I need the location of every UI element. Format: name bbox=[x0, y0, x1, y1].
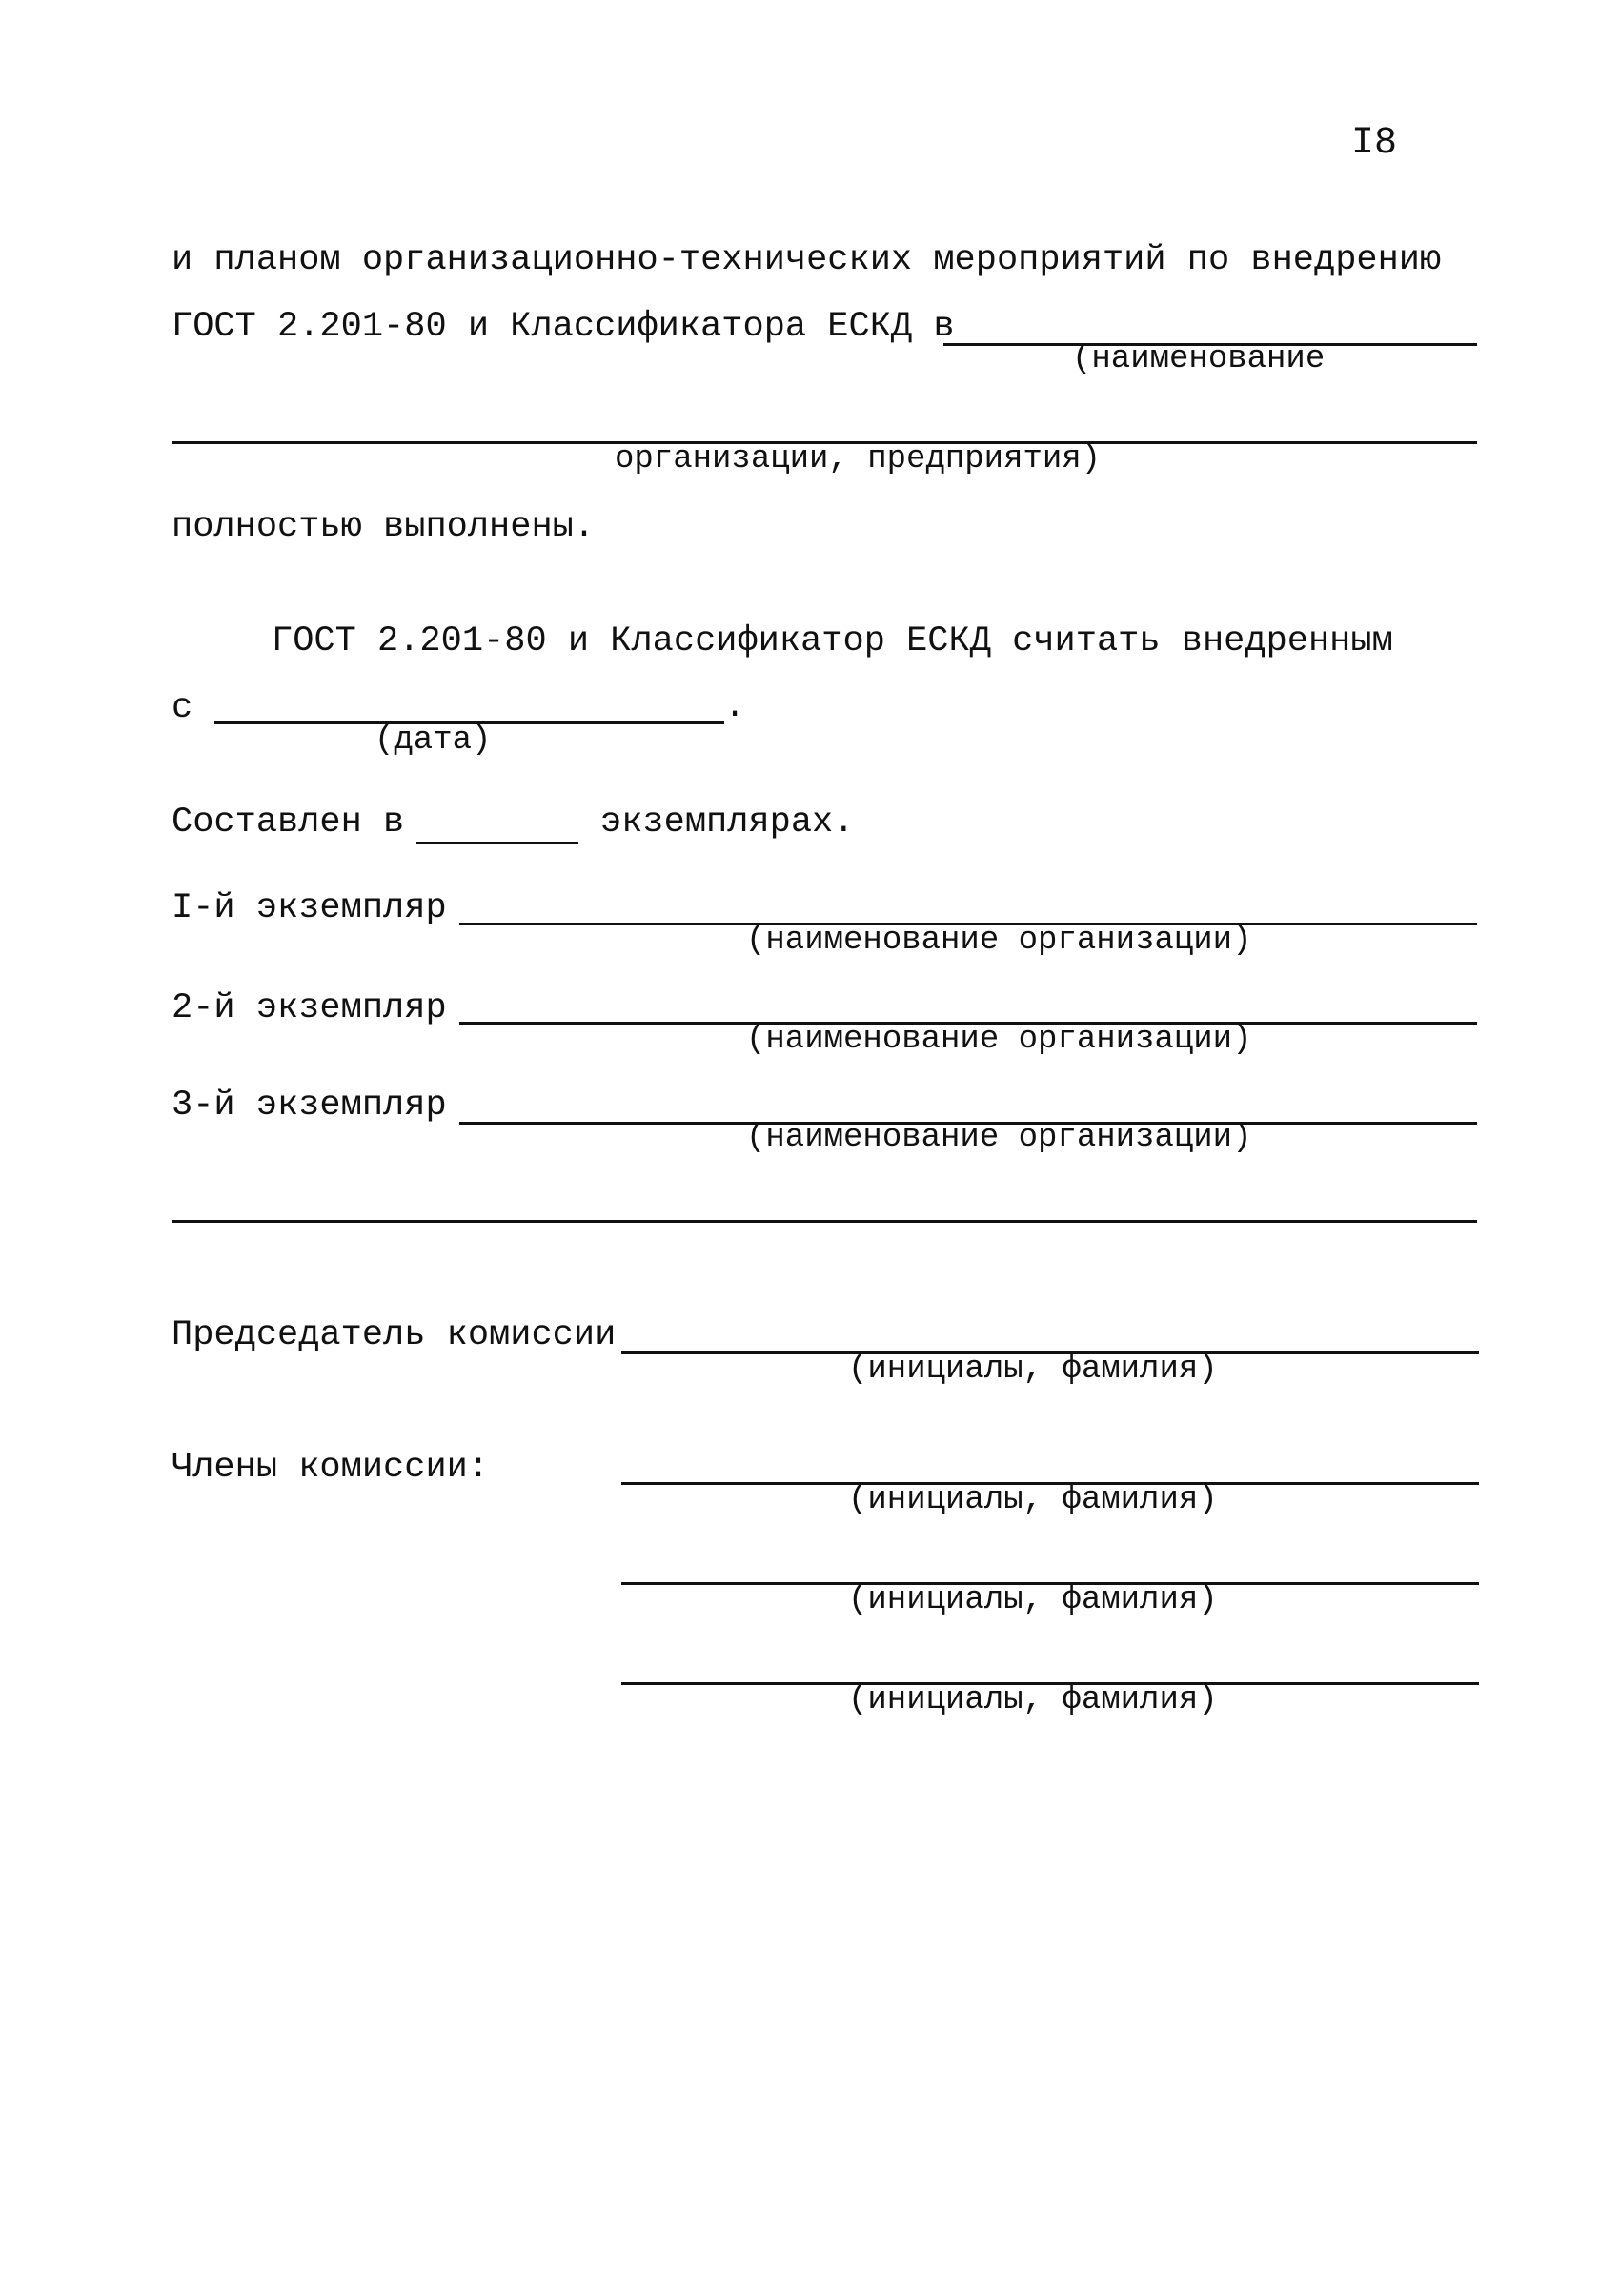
organization-name-caption: (наименование bbox=[1072, 341, 1326, 377]
paragraph-line-1: и планом организационно-технических мероприятий по внедрению bbox=[172, 240, 1442, 280]
copy-1-label: I-й экземпляр bbox=[172, 888, 447, 928]
paragraph-line-3: полностью выполнены. bbox=[172, 507, 596, 547]
separator-line bbox=[172, 1220, 1477, 1223]
members-label: Члены комиссии: bbox=[172, 1448, 490, 1488]
member-1-caption: (инициалы, фамилия) bbox=[848, 1482, 1218, 1518]
copies-count-line bbox=[416, 842, 578, 844]
copy-2-label: 2-й экземпляр bbox=[172, 988, 447, 1028]
copy-3-label: 3-й экземпляр bbox=[172, 1086, 447, 1126]
date-suffix: . bbox=[724, 687, 746, 727]
date-prefix: с bbox=[172, 688, 193, 728]
copy-1-caption: (наименование организации) bbox=[746, 923, 1252, 959]
chairman-label: Председатель комиссии bbox=[172, 1315, 617, 1355]
copy-2-caption: (наименование организации) bbox=[746, 1022, 1252, 1058]
date-caption: (дата) bbox=[375, 722, 492, 759]
member-3-caption: (инициалы, фамилия) bbox=[848, 1682, 1218, 1718]
implementation-line: ГОСТ 2.201-80 и Классификатор ЕСКД считать внедренным bbox=[272, 621, 1393, 661]
copy-3-caption: (наименование организации) bbox=[746, 1120, 1252, 1156]
copies-text-before: Составлен в bbox=[172, 803, 405, 843]
organization-caption: организации, предприятия) bbox=[615, 441, 1102, 477]
copies-text-after: экземплярах. bbox=[600, 803, 855, 843]
member-2-caption: (инициалы, фамилия) bbox=[848, 1582, 1218, 1618]
chairman-caption: (инициалы, фамилия) bbox=[848, 1351, 1218, 1388]
paragraph-line-2: ГОСТ 2.201-80 и Классификатора ЕСКД в bbox=[172, 307, 955, 347]
page-number: I8 bbox=[1351, 122, 1398, 165]
